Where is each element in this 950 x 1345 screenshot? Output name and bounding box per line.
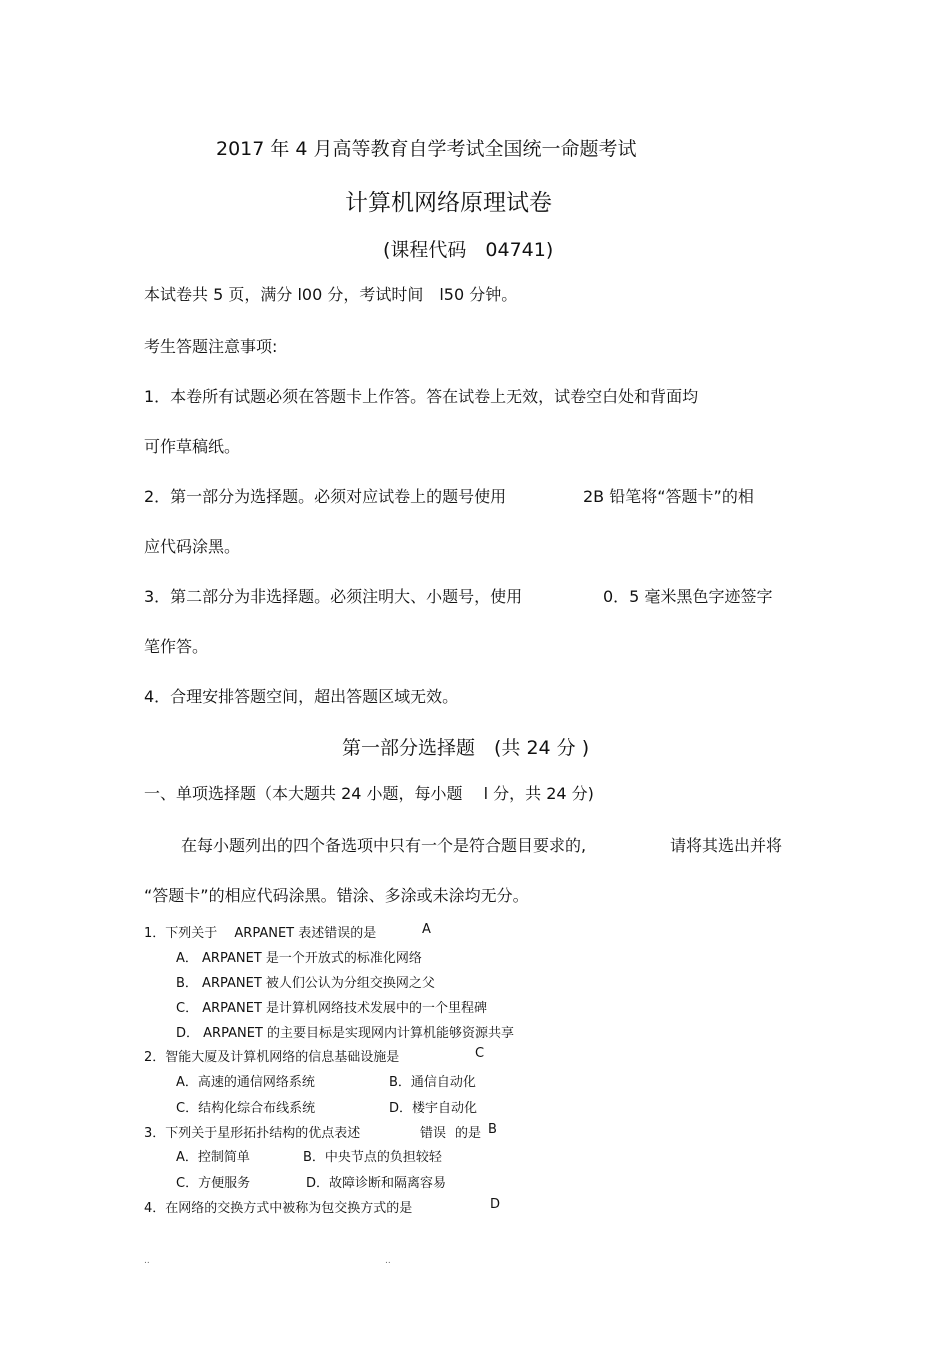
note-1-line2: 可作草稿纸。 [144, 437, 241, 456]
q1-option-b: B． ARPANET 被人们公认为分组交换网之父 [176, 976, 435, 991]
note-2-line2: 应代码涂黑。 [144, 537, 241, 556]
q4-answer: D [490, 1197, 501, 1212]
q3-answer: B [488, 1122, 497, 1137]
q2-option-a: A．高速的通信网络系统 [176, 1075, 315, 1090]
q3-option-a: A．控制简单 [176, 1150, 250, 1165]
instruction-line1a: 在每小题列出的四个备选项中只有一个是符合题目要求的, [181, 836, 587, 855]
q1-option-a: A． ARPANET 是一个开放式的标准化网络 [176, 951, 422, 966]
q3-option-c: C．方便服务 [176, 1176, 251, 1191]
q1-stem: 1．下列关于 ARPANET 表述错误的是 [144, 926, 377, 941]
footer-left-mark: .. [144, 1256, 150, 1266]
note-3-line1: 3．第二部分为非选择题。必须注明大、小题号，使用 [144, 587, 523, 606]
note-3-line1b: 0．5 毫米黑色字迹签字 [603, 587, 773, 606]
part1-title: 第一部分选择题 (共 24 分 ) [342, 737, 590, 759]
q3-stem-end: 的是 [455, 1126, 482, 1141]
instruction-line2: “答题卡”的相应代码涂黑。错涂、多涂或未涂均无分。 [144, 886, 529, 905]
exam-header: 2017 年 4 月高等教育自学考试全国统一命题考试 [216, 138, 637, 160]
q2-option-c: C．结构化综合布线系统 [176, 1101, 316, 1116]
note-2-line1b: 2B 铅笔将“答题卡”的相 [583, 487, 754, 506]
q2-stem: 2．智能大厦及计算机网络的信息基础设施是 [144, 1050, 400, 1065]
q1-answer: A [422, 922, 431, 937]
q1-option-c: C． ARPANET 是计算机网络技术发展中的一个里程碑 [176, 1001, 488, 1016]
q3-stem: 3．下列关于星形拓扑结构的优点表述 [144, 1126, 361, 1141]
section1-title: 一、单项选择题（本大题共 24 小题，每小题 l 分，共 24 分) [144, 784, 594, 803]
q2-option-b: B．通信自动化 [389, 1075, 476, 1090]
q3-option-b: B．中央节点的负担较轻 [303, 1150, 442, 1165]
q3-option-d: D．故障诊断和隔离容易 [306, 1176, 447, 1191]
note-2-line1: 2．第一部分为选择题。必须对应试卷上的题号使用 [144, 487, 507, 506]
intro-text: 本试卷共 5 页，满分 l00 分，考试时间 l50 分钟。 [144, 285, 518, 304]
notes-title: 考生答题注意事项: [144, 337, 278, 356]
q4-stem: 4．在网络的交换方式中被称为包交换方式的是 [144, 1201, 413, 1216]
note-3-line2: 笔作答。 [144, 637, 209, 656]
q3-stem-emphasis: 错误 [420, 1126, 447, 1141]
q2-option-d: D．楼宇自动化 [389, 1101, 478, 1116]
paper-title: 计算机网络原理试卷 [345, 190, 552, 216]
q1-option-d: D． ARPANET 的主要目标是实现网内计算机能够资源共享 [176, 1026, 514, 1041]
note-1-line1: 1．本卷所有试题必须在答题卡上作答。答在试卷上无效，试卷空白处和背面均 [144, 387, 699, 406]
note-4: 4．合理安排答题空间，超出答题区域无效。 [144, 687, 459, 706]
footer-right-mark: .. [385, 1256, 391, 1266]
q2-answer: C [475, 1046, 485, 1061]
course-code: (课程代码 04741) [383, 239, 554, 261]
instruction-line1b: 请将其选出并将 [670, 836, 783, 855]
